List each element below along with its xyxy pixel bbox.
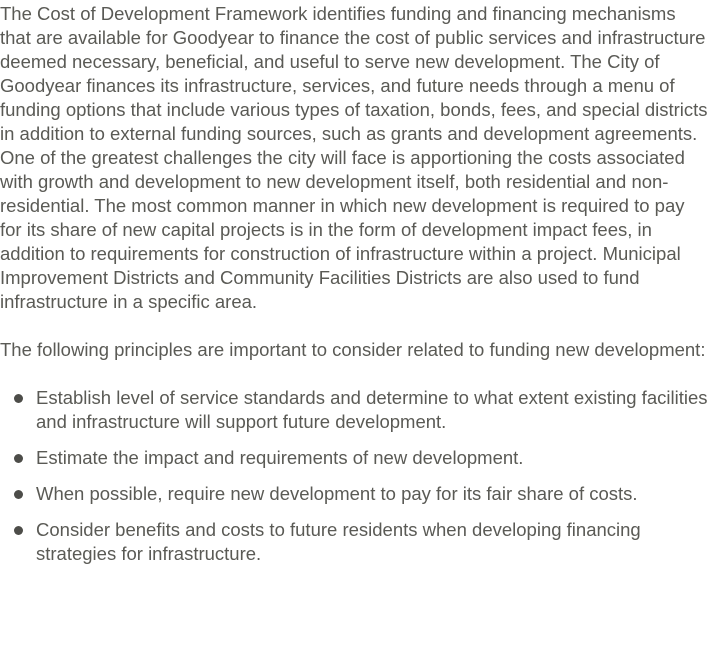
- bullet-icon: [14, 454, 23, 463]
- intro-paragraph: The Cost of Development Framework identifies funding and financing mechanisms that are available for Goodyear to finance the cost of public services and infrastructure deemed necessary, beneficial, and useful to serve new development. The City of Goodyear finances its infrastructure, services, and future needs through a menu of funding options that include various types of taxation, bonds, fees, and special districts in addition to external funding sources, such as grants and development agreements. One of the greatest challenges the city will face is apportioning the costs associated with growth and development to new development itself, both residential and non-residential. The most common manner in which new development is required to pay for its share of new capital projects is in the form of development impact fees, in addition to requirements for construction of infrastructure within a project. Municipal Improvement Districts and Community Facilities Districts are also used to fund infrastructure in a specific area.: [0, 3, 708, 312]
- principles-list: [0, 386, 710, 566]
- bullet-icon: [14, 394, 23, 403]
- bullet-icon: [14, 490, 23, 499]
- principles-lead-paragraph: The following principles are important to consider related to funding new development:: [0, 339, 706, 360]
- list-item-text: Consider benefits and costs to future residents when developing financing strategies for infrastructure.: [36, 519, 641, 564]
- list-item-text: When possible, require new development to pay for its fair share of costs.: [36, 483, 638, 504]
- list-item: [0, 482, 710, 506]
- list-item-text: Establish level of service standards and determine to what extent existing facilities and infrastructure will support future development.: [36, 387, 708, 432]
- list-item: [0, 446, 710, 470]
- list-item: [0, 386, 710, 434]
- list-item: [0, 518, 710, 566]
- list-item-text: Estimate the impact and requirements of new development.: [36, 447, 524, 468]
- bullet-icon: [14, 526, 23, 535]
